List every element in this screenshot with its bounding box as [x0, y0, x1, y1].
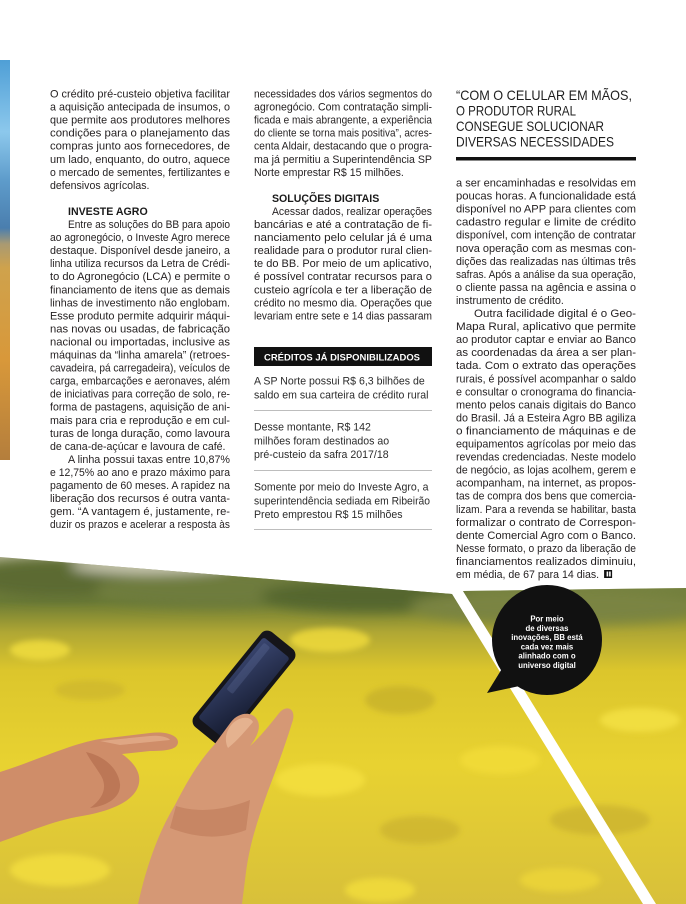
- text-line: instrumento de crédito.: [456, 294, 564, 307]
- text-line: ma já permitiu a Superintendência SP: [254, 153, 432, 166]
- pull-quote-line: O PRODUTOR RURAL: [456, 103, 577, 119]
- text-line: revendas credenciadas. Neste modelo: [456, 451, 637, 464]
- callout-line: cada vez mais: [520, 642, 574, 652]
- article-column-1: [50, 89, 231, 532]
- text-line: que permite aos produtores melhores: [50, 114, 231, 127]
- text-line: equipamentos agrícolas por meio das: [456, 438, 636, 451]
- text-line: levariam entre sete e 14 dias passaram: [254, 310, 433, 323]
- credits-box-line: Desse montante, R$ 142: [254, 421, 371, 434]
- text-line: Entre as soluções do BB para apoio: [68, 219, 231, 231]
- text-line: nas novas ou usadas, de fabricação: [50, 323, 231, 336]
- pull-quote-line: “COM O CELULAR EM MÃOS,: [456, 88, 632, 103]
- text-line: duzir os prazos e acelerar a resposta às: [50, 519, 230, 532]
- text-line: e 12,75% ao ano e prazo máximo para: [50, 467, 231, 479]
- text-line: financiamentos realizados diminuiu,: [456, 556, 636, 568]
- text-line: disponível no APP para clientes com: [456, 203, 637, 216]
- pull-quote-line: DIVERSAS NECESSIDADES: [456, 134, 614, 150]
- text-line: em média, de 67 para 14 dias.: [456, 569, 600, 581]
- credits-box-line: A SP Norte possui R$ 6,3 bilhões de: [254, 375, 425, 388]
- text-line: safras. Após a análise da sua operação,: [456, 268, 636, 281]
- text-line: as coordenadas da área a ser plan-: [456, 347, 637, 360]
- text-line: e consultar o cronograma do financia-: [456, 386, 637, 399]
- text-line: Acessar dados, realizar operações: [272, 205, 432, 218]
- text-line: turas de longa duração, como lavoura: [50, 427, 231, 440]
- text-line: tada. Com o extrato das operações: [456, 360, 636, 373]
- text-line: cadastro regular e limite de crédito: [456, 216, 637, 229]
- callout-line: alinhado com o: [518, 651, 576, 661]
- section-heading: INVESTE AGRO: [68, 205, 148, 218]
- text-line: Esse produto permite adquirir máqui-: [50, 310, 231, 323]
- text-line: máquinas da “linha amarela” (retroes-: [50, 349, 231, 362]
- text-line: O crédito pré-custeio objetiva facilitar: [50, 88, 231, 101]
- text-line: crédito no mesmo dia. Operações que: [254, 297, 433, 310]
- credits-box-title: CRÉDITOS JÁ DISPONIBILIZADOS: [264, 352, 423, 364]
- callout-line: de diversas: [525, 623, 569, 633]
- credits-box-line: superintendência sediada em Ribeirão: [254, 495, 431, 508]
- text-line: de iniciativas para correção de solo, re-: [50, 388, 231, 401]
- text-line: a ser encaminhadas e resolvidas em: [456, 177, 637, 190]
- credits-box-line: pré-custeio da safra 2017/18: [254, 449, 389, 462]
- text-line: mento pelos canais digitais do Banco: [456, 399, 637, 412]
- text-line: liberação dos recursos é outra vanta-: [50, 493, 231, 506]
- text-line: cavadeira, pá carregadeira), veículos de: [50, 362, 231, 375]
- article-column-3: [456, 178, 636, 582]
- text-line: financiamento de itens que as demais: [50, 284, 230, 297]
- section-heading: SOLUÇÕES DIGITAIS: [272, 192, 380, 205]
- text-line: agronegócio. Com contratação simpli-: [254, 101, 433, 114]
- text-line: Norte emprestar R$ 15 milhões.: [254, 166, 404, 179]
- text-line: Outra facilidade digital é o Geo-: [474, 308, 637, 320]
- side-photo-strip: [0, 60, 10, 460]
- text-line: Mapa Rural, aplicativo que permite: [456, 321, 637, 334]
- text-line: defensivos agrícolas.: [50, 179, 150, 192]
- text-line: disponível, com intenção de contratar: [456, 229, 637, 242]
- credits-box-items: [254, 376, 430, 522]
- text-line: de negócio, as lojas acolhem, gerem e: [456, 464, 637, 477]
- text-line: forma de pastagens, aquisição de ani-: [50, 401, 231, 414]
- credits-box-line: Somente por meio do Investe Agro, a: [254, 481, 429, 494]
- text-line: te do BB. Por meio de um aplicativo,: [254, 258, 432, 271]
- text-line: carga, embarcações e aeronaves, além: [50, 375, 231, 388]
- text-line: condições para o planejamento das: [50, 127, 230, 140]
- text-line: pagamento de 60 meses. A rapidez na: [50, 480, 231, 492]
- text-line: compras junto aos fornecedores, de: [50, 140, 231, 153]
- text-line: bancárias e até a contratação de fi-: [254, 219, 433, 231]
- text-line: o financiamento de máquinas e de: [456, 425, 637, 438]
- text-line: nacional ou importadas, inclusive as: [50, 336, 230, 349]
- pull-quote: [456, 88, 636, 161]
- callout-line: universo digital: [518, 661, 576, 670]
- text-line: necessidades dos vários segmentos do: [254, 88, 433, 101]
- credits-box-line: saldo em sua carteira de crédito rural: [254, 389, 429, 402]
- text-line: nanciamento pelo celular já é uma: [254, 232, 433, 245]
- text-line: mais para cria e reprodução e em cul-: [50, 414, 231, 427]
- text-line: centa Aldair, destacando que o progra-: [254, 140, 433, 153]
- text-line: do cliente se torna mais positiva”, acres-: [254, 127, 433, 140]
- text-line: o mercado de sementes, fertilizantes e: [50, 166, 231, 179]
- text-line: ao produtor captar e enviar ao Banco: [456, 334, 637, 347]
- text-line: ao agronegócio, o Investe Agro merece: [50, 232, 231, 245]
- callout-line: inovações, BB está: [511, 633, 583, 643]
- text-line: destaque. Disponível desde janeiro, a: [50, 245, 231, 258]
- text-line: gem. “A vantagem é, justamente, re-: [50, 506, 231, 519]
- text-line: custeio agrícola e ter a liberação de: [254, 284, 433, 297]
- text-line: de cana-de-açúcar e lavoura de café.: [50, 440, 226, 453]
- text-line: dições das realizadas nas últimas três: [456, 255, 636, 268]
- text-line: tas de compra dos bens que comercia-: [456, 490, 637, 503]
- text-line: A linha possui taxas entre 10,87%: [68, 453, 231, 466]
- text-line: do Brasil. Já a Esteira Agro BB agiliza: [456, 412, 637, 425]
- text-line: a aquisição antecipada de insumos, o: [50, 101, 231, 114]
- credits-box-line: milhões foram destinados ao: [254, 435, 390, 448]
- pull-quote-rule: [456, 157, 636, 161]
- text-line: ficada e mais abrangente, a experiência: [254, 114, 433, 127]
- callout-line: Por meio: [530, 614, 564, 624]
- text-line: to do Agronegócio (LCA) e permite o: [50, 271, 231, 284]
- text-line: formalizar o contrato de Correspon-: [456, 516, 637, 529]
- text-line: dente Comercial Agro com o Banco.: [456, 529, 636, 542]
- text-line: linha utiliza recursos da Letra de Crédi-: [50, 258, 231, 271]
- text-line: um lado, enquanto, do outro, aquece: [50, 153, 231, 166]
- end-square-icon: [604, 570, 612, 578]
- text-line: acompanham, na internet, as propos-: [456, 477, 637, 490]
- text-line: rurais, é possível acompanhar o saldo: [456, 373, 637, 386]
- text-line: nova operação com as mesmas con-: [456, 242, 637, 255]
- article-column-2: [254, 89, 432, 323]
- text-line: lizam. Para a revenda se habilitar, basta: [456, 503, 637, 516]
- text-line: Nesse formato, o prazo da liberação de: [456, 542, 637, 555]
- pull-quote-line: CONSEGUE SOLUCIONAR: [456, 119, 605, 134]
- credits-box: [254, 347, 432, 530]
- text-line: realidade para o produtor rural clien-: [254, 245, 433, 258]
- text-line: poucas horas. A funcionalidade está: [456, 190, 637, 203]
- text-line: linhas de investimento não englobam.: [50, 297, 230, 310]
- text-line: é possível contratar recursos para o: [254, 271, 433, 284]
- text-line: o cliente passa na agência e assina o: [456, 281, 637, 294]
- credits-box-line: Preto emprestou R$ 15 milhões: [254, 509, 403, 522]
